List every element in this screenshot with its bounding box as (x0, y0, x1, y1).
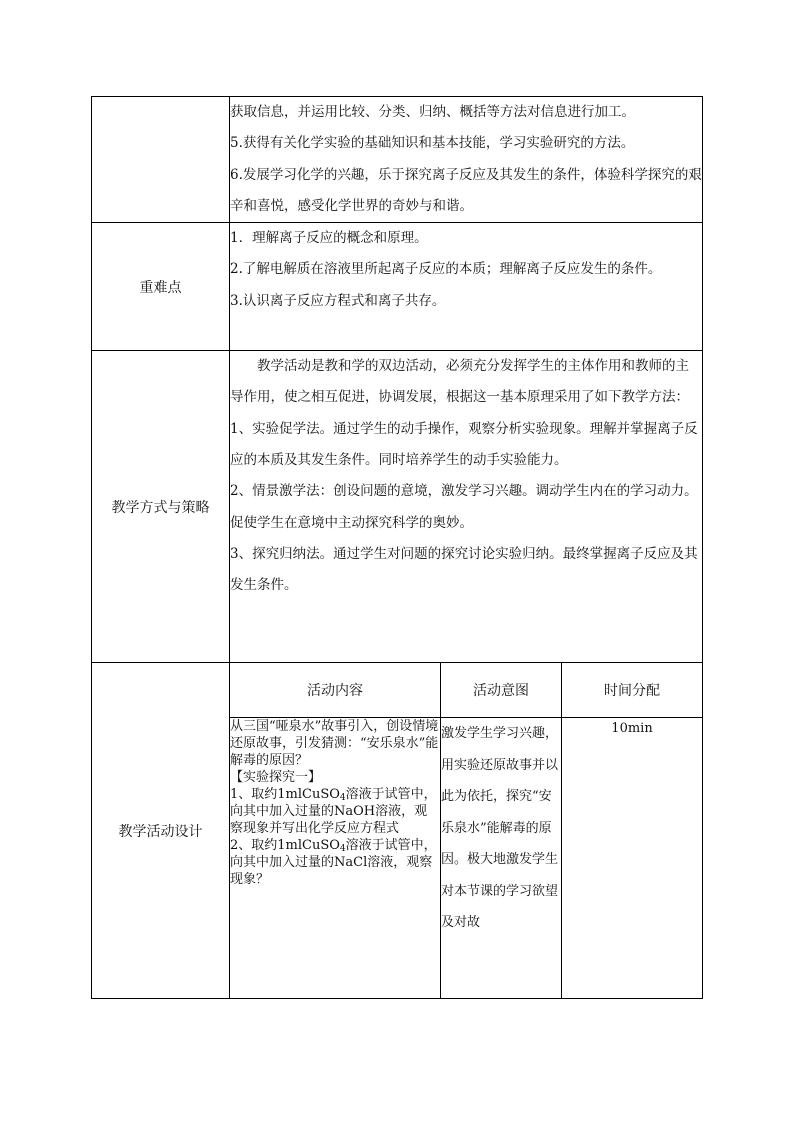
time-allocation-cell: 10min (562, 718, 703, 999)
key-points-label: 重难点 (92, 223, 230, 351)
key-point-item: 1．理解离子反应的概念和原理。 (230, 230, 428, 247)
experiment-section-title: 【实验探究一】 (230, 770, 322, 786)
activity-intent-cell: 激发学生学习兴趣，用实验还原故事并以此为依托，探究“安乐泉水”能解毒的原因。极大地激发学生对本节课的学习欲望及对故 (441, 718, 562, 999)
lesson-plan-table (91, 96, 703, 999)
header-time-allocation: 时间分配 (562, 663, 703, 718)
objective-item: 获取信息，并运用比较、分类、归纳、概括等方法对信息进行加工。 (230, 104, 635, 120)
objectives-label-cell (92, 97, 230, 223)
objective-item: 6.发展学习化学的兴趣，乐于探究离子反应及其发生的条件，体验科学探究的艰辛和喜悦，感受化学世界的奇妙与和谐。 (230, 166, 702, 214)
method-item: 3、探究归纳法。通过学生对问题的探究讨论实验归纳。最终掌握离子反应及其发生条件。 (230, 545, 698, 594)
header-activity-intent: 活动意图 (441, 663, 562, 718)
experiment-step-2: 2、取约1mlCuSO$_4$溶液于试管中，向其中加入过量的NaCl溶液，观察现象？ (230, 838, 437, 888)
activity-content-cell (230, 718, 441, 999)
objectives-row (92, 97, 703, 223)
methods-intro: 教学活动是教和学的双边活动，必须充分发挥学生的主体作用和教师的主导作用，使之相互促进，协调发展，根据这一基本原理采用了如下教学方法： (230, 358, 689, 406)
method-item: 1、实验促学法。通过学生的动手操作，观察分析实验现象。理解并掌握离子反应的本质及其发生条件。同时培养学生的动手实验能力。 (230, 420, 698, 469)
methods-cell (230, 351, 703, 663)
key-point-item: 3.认识离子反应方程式和离子共存。 (230, 292, 446, 309)
methods-row (92, 351, 703, 663)
key-points-row (92, 223, 703, 351)
design-header-row (92, 663, 703, 718)
experiment-step-1: 1、取约1mlCuSO$_4$溶液于试管中，向其中加入过量的NaOH溶液，观察现象并写出化学反应方程式 (230, 787, 437, 837)
activity-intro: 从三国“哑泉水”故事引入，创设情境还原故事，引发猜测：“安乐泉水”能解毒的原因？ (230, 719, 439, 769)
header-activity-content: 活动内容 (230, 663, 441, 718)
method-item: 2、情景激学法：创设问题的意境，激发学习兴趣。调动学生内在的学习动力。促使学生在意境中主动探究科学的奥妙。 (230, 483, 698, 531)
methods-label: 教学方式与策略 (92, 351, 230, 663)
objectives-cell (230, 97, 703, 223)
key-points-cell (230, 223, 703, 351)
design-label: 教学活动设计 (92, 663, 230, 999)
objective-item: 5.获得有关化学实验的基础知识和基本技能，学习实验研究的方法。 (230, 135, 635, 152)
key-point-item: 2.了解电解质在溶液里所起离子反应的本质；理解离子反应发生的条件。 (230, 261, 662, 278)
